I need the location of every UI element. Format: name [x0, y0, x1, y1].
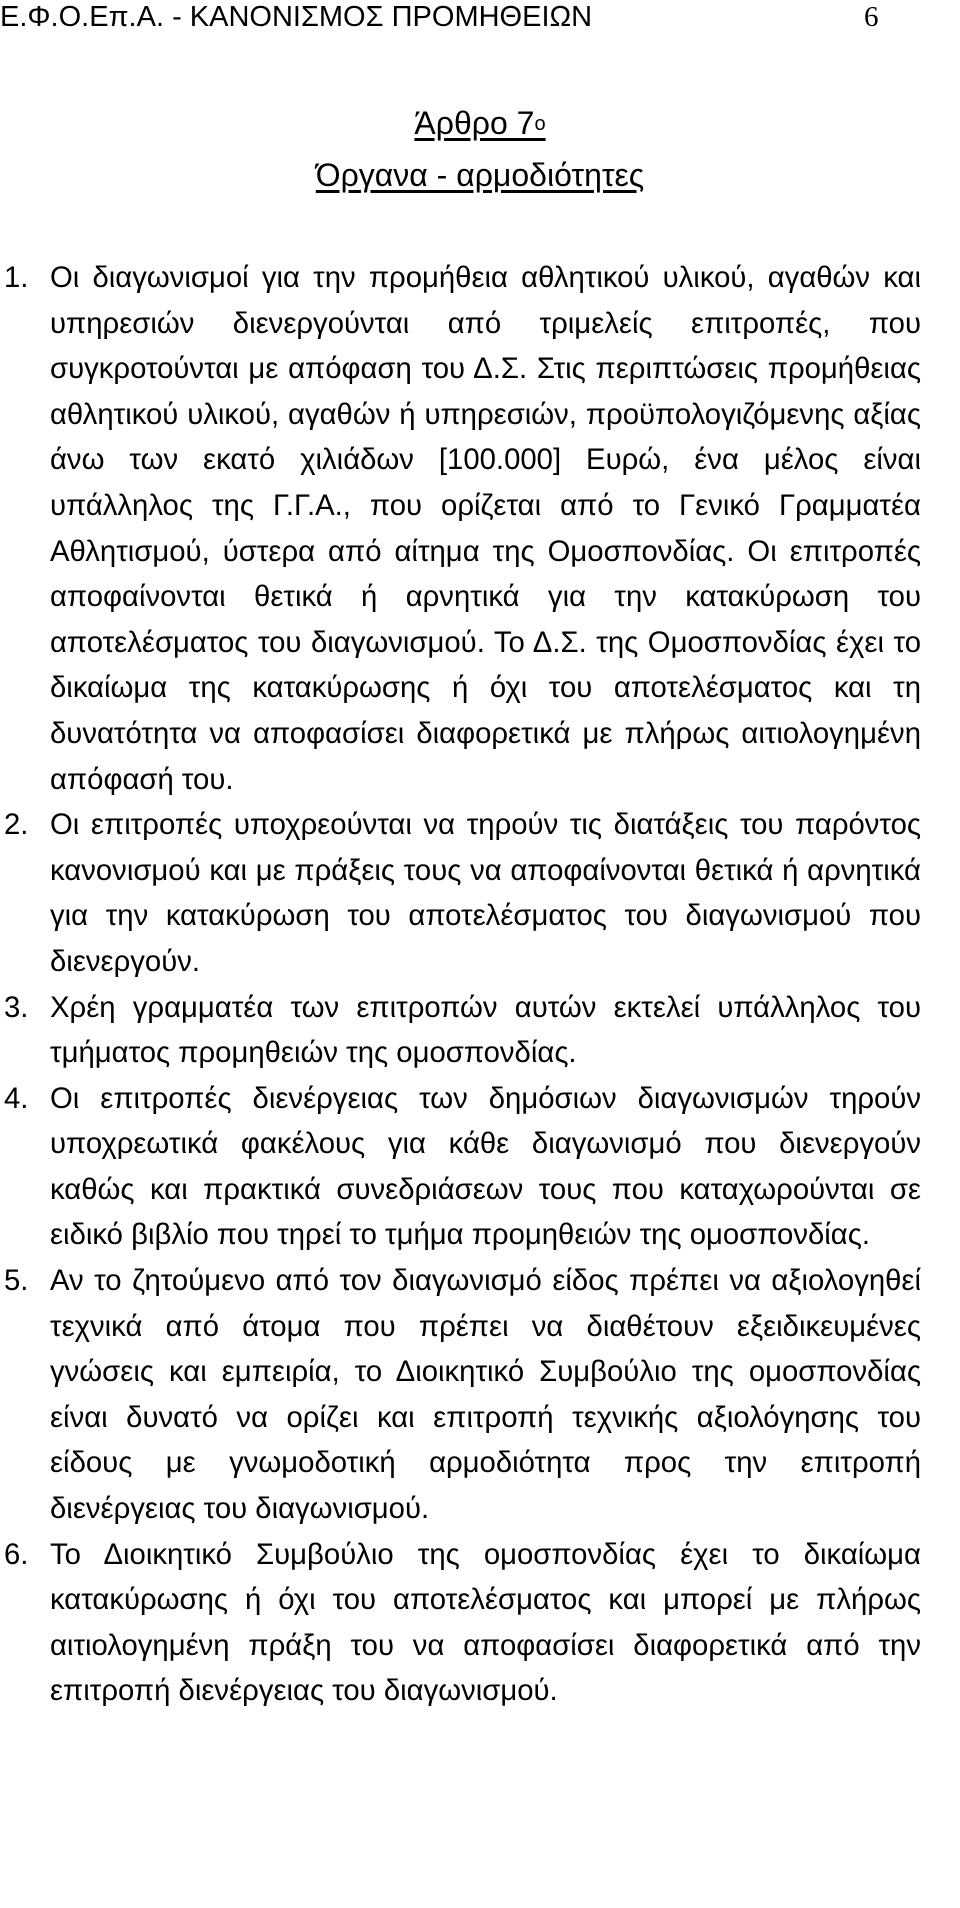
article-heading-ordinal: ο	[534, 113, 546, 135]
article-subtitle: Όργανα - αρμοδιότητες	[315, 157, 645, 193]
item-text: Οι επιτροπές διενέργειας των δημόσιων διαγωνισμών τηρούν υποχρεωτικά φακέλους για κάθε διαγωνισμό που διενεργούν καθώς και πρακτικά συνεδριάσεων τους που καταχωρούνται σε ειδικό βιβλίο που τηρεί το τμήμα προμηθειών της ομοσπονδίας.	[50, 1081, 921, 1252]
item-text: Οι διαγωνισμοί για την προμήθεια αθλητικού υλικού, αγαθών και υπηρεσιών διενεργούνται από τριμελείς επιτροπές, που συγκροτούνται με απόφαση του Δ.Σ. Στις περιπτώσεις προμήθειας αθλητικού υλικού, αγαθών ή υπηρεσιών, προϋπολογιζόμενης αξίας άνω των εκατό χιλιάδων [100.000] Ευρώ, ένα μέλος είναι υπάλληλος της Γ.Γ.Α., που ορίζεται από το Γενικό Γραμματέα Αθλητισμού, ύστερα από αίτημα της Ομοσπονδίας. Οι επιτροπές αποφαίνονται θετικά ή αρνητικά για την κατακύρωση του αποτελέσματος του διαγωνισμού. Το Δ.Σ. της Ομοσπονδίας έχει το δικαίωμα της κατακύρωσης ή όχι του αποτελέσματος και τη δυνατότητα να αποφασίσει διαφορετικά με πλήρως αιτιολογημένη απόφασή του.	[50, 261, 921, 796]
item-text: Οι επιτροπές υποχρεούνται να τηρούν τις διατάξεις του παρόντος κανονισμού και με πράξεις τους να αποφαίνονται θετικά ή αρνητικά για την κατακύρωση του αποτελέσματος του διαγωνισμού που διενεργούν.	[50, 808, 921, 978]
item-text: Το Διοικητικό Συμβούλιο της ομοσπονδίας έχει το δικαίωμα κατακύρωσης ή όχι του αποτελέσματος και μπορεί με πλήρως αιτιολογημένη πράξη του να αποφασίσει διαφορετικά από την επιτροπή διενέργειας του διαγωνισμού.	[50, 1537, 921, 1708]
item-number: 4.	[4, 1081, 29, 1115]
item-number: 1.	[4, 261, 29, 294]
article-body	[4, 255, 921, 1714]
list-item	[4, 985, 921, 1076]
list-item	[4, 1532, 921, 1714]
item-number: 6.	[4, 1537, 29, 1571]
article-heading-block	[0, 100, 960, 199]
list-item	[4, 1076, 921, 1258]
item-number: 3.	[4, 990, 29, 1024]
list-item	[4, 802, 921, 984]
item-text: Αν το ζητούμενο από τον διαγωνισμό είδος πρέπει να αξιολογηθεί τεχνικά από άτομα που πρέπει να διαθέτουν εξειδικευμένες γνώσεις και εμπειρία, το Διοικητικό Συμβούλιο της ομοσπονδίας είναι δυνατό να ορίζει και επιτροπή τεχνικής αξιολόγησης του είδους με γνωμοδοτική αρμοδιότητα προς την επιτροπή διενέργειας του διαγωνισμού.	[50, 1264, 921, 1526]
item-number: 2.	[4, 808, 29, 842]
item-number: 5.	[4, 1264, 29, 1298]
document-title: Ε.Φ.Ο.Επ.Α. - ΚΑΝΟΝΙΣΜΟΣ ΠΡΟΜΗΘΕΙΩΝ	[0, 1, 593, 33]
page-number: 6	[864, 1, 879, 33]
item-text: Χρέη γραμματέα των επιτροπών αυτών εκτελεί υπάλληλος του τμήματος προμηθειών της ομοσπονδίας.	[50, 990, 921, 1070]
article-heading	[0, 100, 960, 152]
article-heading-text: Άρθρο 7	[414, 105, 535, 141]
list-item	[4, 1258, 921, 1532]
page-header	[0, 0, 960, 40]
list-item	[4, 255, 921, 802]
